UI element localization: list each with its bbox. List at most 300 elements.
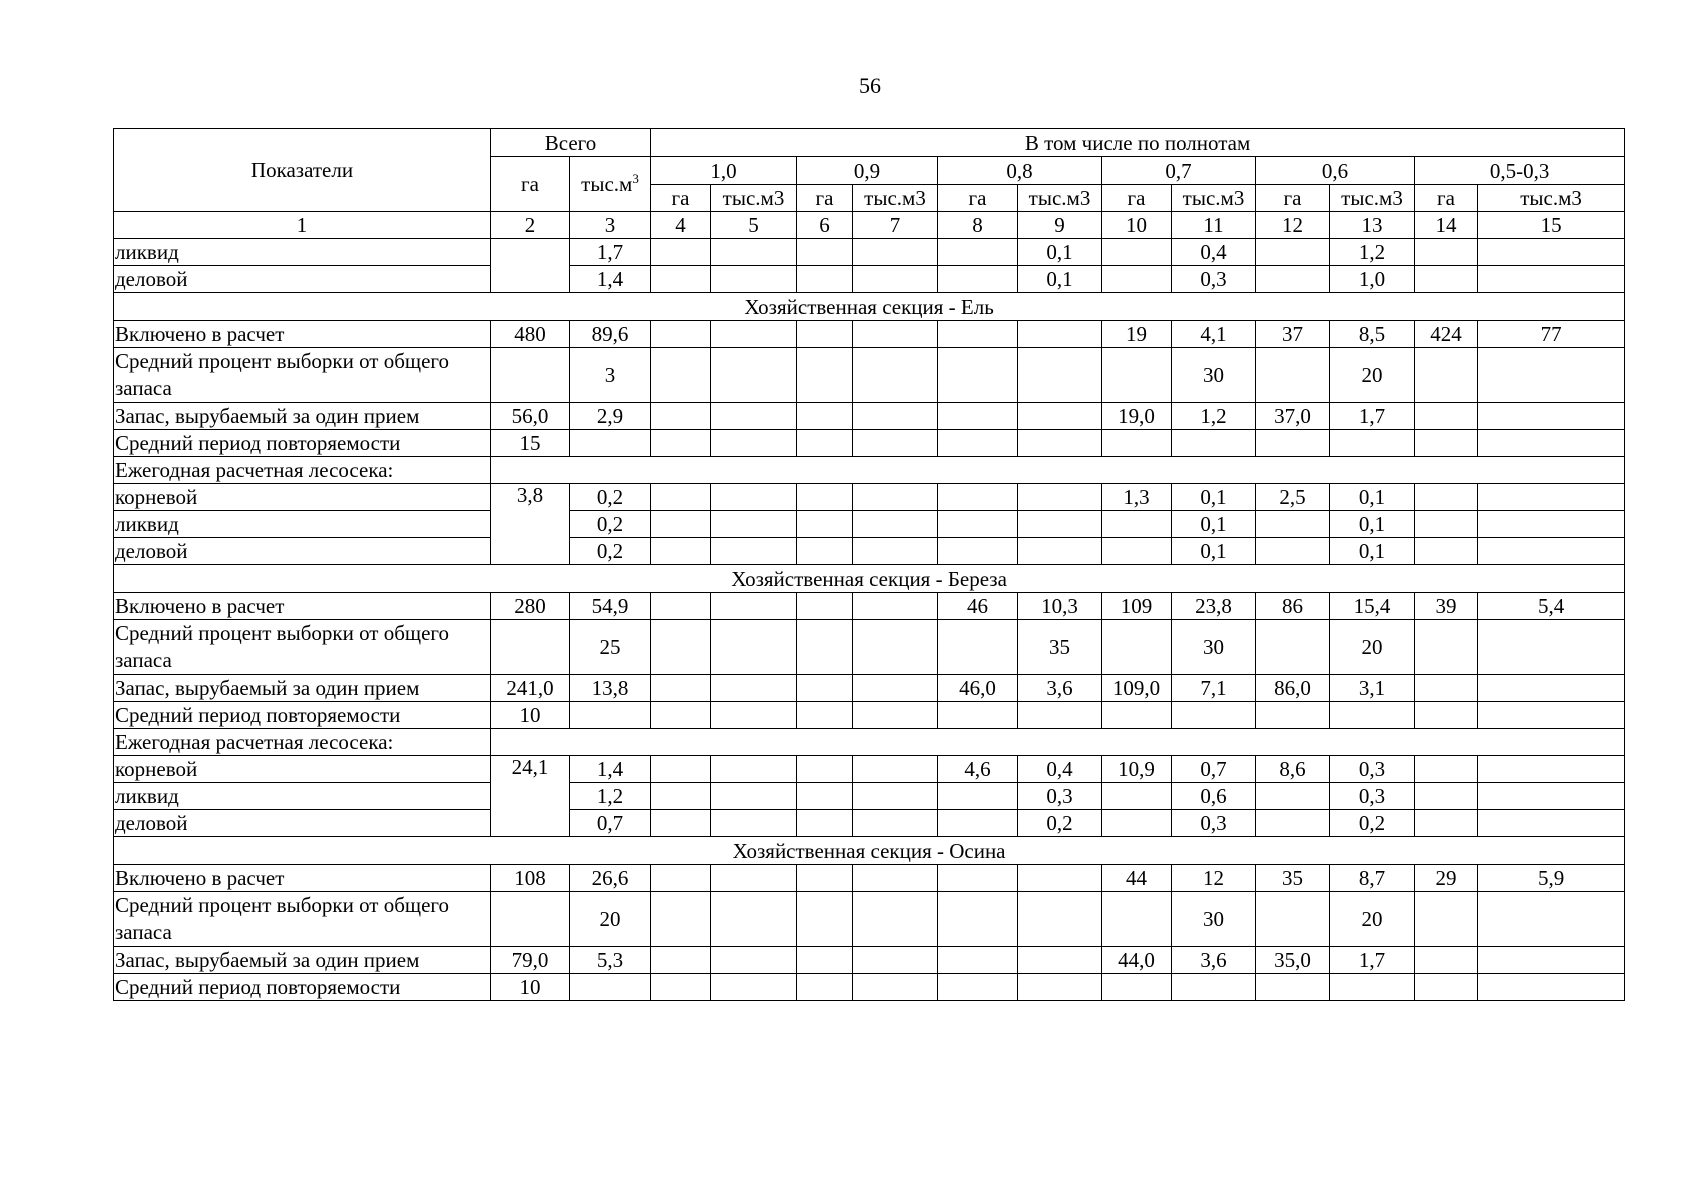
empty-cell xyxy=(797,593,853,620)
header-ha: га xyxy=(1256,185,1330,212)
empty-cell xyxy=(1018,702,1102,729)
empty-cell xyxy=(1478,756,1625,783)
cell: 8,6 xyxy=(1256,756,1330,783)
empty-cell xyxy=(853,756,938,783)
empty-cell xyxy=(853,783,938,810)
cell: 1,0 xyxy=(1330,266,1415,293)
header-by-density: В том числе по полнотам xyxy=(651,129,1625,157)
empty-cell xyxy=(651,865,711,892)
cell: 0,2 xyxy=(1330,810,1415,837)
cell: 46 xyxy=(938,593,1018,620)
empty-cell xyxy=(491,620,570,675)
empty-cell xyxy=(711,511,797,538)
col-number: 4 xyxy=(651,212,711,239)
cell: 37 xyxy=(1256,321,1330,348)
table-row xyxy=(114,756,1625,783)
empty-cell xyxy=(853,947,938,974)
empty-cell xyxy=(651,430,711,457)
cell: 424 xyxy=(1415,321,1478,348)
cell: 0,3 xyxy=(1330,783,1415,810)
cell xyxy=(1018,892,1102,947)
cell xyxy=(1018,947,1102,974)
cell: 79,0 xyxy=(491,947,570,974)
empty-cell xyxy=(651,702,711,729)
row-label: Запас, вырубаемый за один прием xyxy=(114,675,491,702)
row-label: Запас, вырубаемый за один прием xyxy=(114,947,491,974)
empty-cell xyxy=(711,702,797,729)
empty-cell xyxy=(711,892,797,947)
header-ha: га xyxy=(651,185,711,212)
empty-cell xyxy=(711,321,797,348)
empty-cell xyxy=(938,702,1018,729)
empty-cell xyxy=(938,511,1018,538)
col-number: 12 xyxy=(1256,212,1330,239)
col-number: 11 xyxy=(1172,212,1256,239)
empty-cell xyxy=(1102,702,1172,729)
empty-cell xyxy=(1256,348,1330,403)
cell: 109,0 xyxy=(1102,675,1172,702)
empty-cell xyxy=(711,348,797,403)
section-title: Хозяйственная секция - Осина xyxy=(114,837,1625,865)
empty-cell xyxy=(797,620,853,675)
empty-cell xyxy=(570,974,651,1001)
cell: 37,0 xyxy=(1256,403,1330,430)
cell: 20 xyxy=(1330,892,1415,947)
empty-cell xyxy=(797,430,853,457)
cell xyxy=(938,947,1018,974)
header-density-6: 0,5-0,3 xyxy=(1415,157,1625,185)
header-total-ha: га xyxy=(491,157,570,212)
empty-cell xyxy=(1102,810,1172,837)
empty-cell xyxy=(1415,430,1478,457)
cell: 13,8 xyxy=(570,675,651,702)
empty-cell xyxy=(711,620,797,675)
empty-cell xyxy=(1102,430,1172,457)
empty-cell xyxy=(1478,892,1625,947)
empty-cell xyxy=(853,974,938,1001)
section-title: Хозяйственная секция - Ель xyxy=(114,293,1625,321)
header-row-1 xyxy=(114,129,1625,157)
cell: 0,6 xyxy=(1172,783,1256,810)
cell xyxy=(1018,865,1102,892)
cell: 0,3 xyxy=(1018,783,1102,810)
row-label: деловой xyxy=(114,266,491,293)
cell xyxy=(1018,403,1102,430)
cell: 15 xyxy=(491,430,570,457)
empty-cell xyxy=(1415,348,1478,403)
empty-cell xyxy=(711,865,797,892)
empty-cell xyxy=(853,675,938,702)
cell xyxy=(938,484,1018,511)
cell: 19,0 xyxy=(1102,403,1172,430)
empty-cell xyxy=(651,783,711,810)
empty-cell xyxy=(1330,974,1415,1001)
cell: 20 xyxy=(1330,348,1415,403)
table-row xyxy=(114,675,1625,702)
empty-cell xyxy=(797,239,853,266)
empty-cell xyxy=(853,484,938,511)
empty-cell xyxy=(938,892,1018,947)
empty-cell xyxy=(1172,974,1256,1001)
empty-cell xyxy=(853,348,938,403)
cell: 77 xyxy=(1478,321,1625,348)
empty-cell xyxy=(651,756,711,783)
header-density-5: 0,6 xyxy=(1256,157,1415,185)
col-number: 10 xyxy=(1102,212,1172,239)
table-row xyxy=(114,538,1625,565)
empty-cell xyxy=(797,892,853,947)
empty-cell xyxy=(651,348,711,403)
row-label: деловой xyxy=(114,810,491,837)
table-row xyxy=(114,403,1625,430)
empty-cell xyxy=(651,810,711,837)
row-label: Включено в расчет xyxy=(114,865,491,892)
empty-cell xyxy=(938,810,1018,837)
col-number: 3 xyxy=(570,212,651,239)
cell: 10 xyxy=(491,702,570,729)
cell: 1,4 xyxy=(570,756,651,783)
empty-cell xyxy=(853,511,938,538)
empty-cell xyxy=(1415,702,1478,729)
empty-cell xyxy=(651,266,711,293)
col-number: 13 xyxy=(1330,212,1415,239)
empty-cell xyxy=(651,484,711,511)
cell xyxy=(1018,348,1102,403)
empty-cell xyxy=(853,266,938,293)
table-row xyxy=(114,810,1625,837)
row-label: Средний процент выборки от общего запаса xyxy=(114,348,491,403)
row-label: Средний процент выборки от общего запаса xyxy=(114,620,491,675)
empty-cell xyxy=(938,974,1018,1001)
cell: 56,0 xyxy=(491,403,570,430)
row-label: корневой xyxy=(114,756,491,783)
empty-cell xyxy=(797,403,853,430)
cell: 1,2 xyxy=(570,783,651,810)
cell: 0,2 xyxy=(570,511,651,538)
empty-cell xyxy=(1478,239,1625,266)
cell: 15,4 xyxy=(1330,593,1415,620)
empty-cell xyxy=(1415,538,1478,565)
table-row xyxy=(114,947,1625,974)
empty-cell xyxy=(853,403,938,430)
header-ha: га xyxy=(1415,185,1478,212)
empty-cell xyxy=(651,675,711,702)
row-label: Средний процент выборки от общего запаса xyxy=(114,892,491,947)
empty-cell xyxy=(1415,266,1478,293)
cell: 1,3 xyxy=(1102,484,1172,511)
empty-cell xyxy=(651,593,711,620)
empty-cell xyxy=(651,892,711,947)
cell xyxy=(1018,538,1102,565)
empty-cell xyxy=(853,538,938,565)
empty-cell xyxy=(1172,702,1256,729)
cell: 86 xyxy=(1256,593,1330,620)
cell xyxy=(491,457,1625,484)
empty-cell xyxy=(1478,810,1625,837)
header-total-volume xyxy=(570,157,651,212)
cell: 109 xyxy=(1102,593,1172,620)
empty-cell xyxy=(853,321,938,348)
cell: 5,4 xyxy=(1478,593,1625,620)
table-row xyxy=(114,892,1625,947)
empty-cell xyxy=(1415,511,1478,538)
empty-cell xyxy=(1102,239,1172,266)
empty-cell xyxy=(1102,974,1172,1001)
cell: 0,1 xyxy=(1330,511,1415,538)
cell: 30 xyxy=(1172,348,1256,403)
row-label: ликвид xyxy=(114,783,491,810)
row-label: Запас, вырубаемый за один прием xyxy=(114,403,491,430)
empty-cell xyxy=(1415,947,1478,974)
cell: 3,6 xyxy=(1018,675,1102,702)
cell: 2,9 xyxy=(570,403,651,430)
cell xyxy=(491,729,1625,756)
empty-cell xyxy=(938,538,1018,565)
empty-cell xyxy=(1256,538,1330,565)
empty-cell xyxy=(1256,783,1330,810)
cell: 0,4 xyxy=(1172,239,1256,266)
header-volume: тыс.м3 xyxy=(1478,185,1625,212)
table-row xyxy=(114,729,1625,756)
volume-unit: тыс.м xyxy=(581,172,633,196)
cell: 1,7 xyxy=(1330,947,1415,974)
empty-cell xyxy=(711,947,797,974)
empty-cell xyxy=(1478,675,1625,702)
section-title-row xyxy=(114,837,1625,865)
empty-cell xyxy=(651,620,711,675)
empty-cell xyxy=(1478,620,1625,675)
empty-cell xyxy=(711,239,797,266)
empty-cell xyxy=(1256,810,1330,837)
header-volume: тыс.м3 xyxy=(1172,185,1256,212)
col-number: 14 xyxy=(1415,212,1478,239)
empty-cell xyxy=(797,675,853,702)
empty-cell xyxy=(711,538,797,565)
header-total: Всего xyxy=(491,129,651,157)
cell: 24,1 xyxy=(491,756,570,837)
cell: 3,8 xyxy=(491,484,570,565)
empty-cell xyxy=(1256,702,1330,729)
empty-cell xyxy=(853,892,938,947)
empty-cell xyxy=(1102,783,1172,810)
cell: 35 xyxy=(1018,620,1102,675)
empty-cell xyxy=(1478,511,1625,538)
cell: 0,1 xyxy=(1172,538,1256,565)
cell: 4,6 xyxy=(938,756,1018,783)
col-number: 1 xyxy=(114,212,491,239)
cell: 7,1 xyxy=(1172,675,1256,702)
cell: 19 xyxy=(1102,321,1172,348)
empty-cell xyxy=(797,348,853,403)
empty-cell xyxy=(797,756,853,783)
empty-cell xyxy=(1478,403,1625,430)
empty-cell xyxy=(1102,538,1172,565)
cell: 3 xyxy=(570,348,651,403)
empty-cell xyxy=(853,702,938,729)
table-row xyxy=(114,974,1625,1001)
cell xyxy=(491,239,570,293)
cell: 46,0 xyxy=(938,675,1018,702)
cell: 3,6 xyxy=(1172,947,1256,974)
table-row xyxy=(114,511,1625,538)
empty-cell xyxy=(711,756,797,783)
header-ha: га xyxy=(1102,185,1172,212)
row-label: Средний период повторяемости xyxy=(114,430,491,457)
col-number: 6 xyxy=(797,212,853,239)
header-volume: тыс.м3 xyxy=(711,185,797,212)
cell: 4,1 xyxy=(1172,321,1256,348)
empty-cell xyxy=(797,947,853,974)
cell xyxy=(1018,321,1102,348)
empty-cell xyxy=(1330,430,1415,457)
empty-cell xyxy=(938,430,1018,457)
empty-cell xyxy=(1256,239,1330,266)
empty-cell xyxy=(1478,783,1625,810)
cell: 10,3 xyxy=(1018,593,1102,620)
cell: 480 xyxy=(491,321,570,348)
cell: 1,2 xyxy=(1330,239,1415,266)
col-number: 15 xyxy=(1478,212,1625,239)
cell: 89,6 xyxy=(570,321,651,348)
cell: 0,3 xyxy=(1330,756,1415,783)
empty-cell xyxy=(1415,810,1478,837)
empty-cell xyxy=(1256,620,1330,675)
empty-cell xyxy=(1415,756,1478,783)
table-row xyxy=(114,593,1625,620)
cell: 54,9 xyxy=(570,593,651,620)
empty-cell xyxy=(570,702,651,729)
cell: 0,3 xyxy=(1172,810,1256,837)
table-row xyxy=(114,430,1625,457)
header-volume: тыс.м3 xyxy=(1330,185,1415,212)
empty-cell xyxy=(1478,430,1625,457)
cell: 86,0 xyxy=(1256,675,1330,702)
cell: 1,7 xyxy=(1330,403,1415,430)
col-number: 7 xyxy=(853,212,938,239)
table-row xyxy=(114,484,1625,511)
cell: 0,1 xyxy=(1172,511,1256,538)
cell: 23,8 xyxy=(1172,593,1256,620)
page-number: 56 xyxy=(859,73,881,98)
table-row xyxy=(114,865,1625,892)
empty-cell xyxy=(853,620,938,675)
row-label: Включено в расчет xyxy=(114,593,491,620)
cell: 280 xyxy=(491,593,570,620)
empty-cell xyxy=(797,484,853,511)
cell: 0,1 xyxy=(1018,239,1102,266)
empty-cell xyxy=(1415,620,1478,675)
cell: 26,6 xyxy=(570,865,651,892)
header-volume: тыс.м3 xyxy=(853,185,938,212)
header-indicators: Показатели xyxy=(114,129,491,212)
col-number: 8 xyxy=(938,212,1018,239)
empty-cell xyxy=(1102,892,1172,947)
empty-cell xyxy=(1018,974,1102,1001)
cell xyxy=(938,403,1018,430)
row-label: Ежегодная расчетная лесосека: xyxy=(114,729,491,756)
cell: 0,1 xyxy=(1172,484,1256,511)
empty-cell xyxy=(1102,620,1172,675)
empty-cell xyxy=(1478,702,1625,729)
cell: 5,3 xyxy=(570,947,651,974)
column-numbers-row xyxy=(114,212,1625,239)
header-density-1: 1,0 xyxy=(651,157,797,185)
empty-cell xyxy=(938,620,1018,675)
empty-cell xyxy=(797,974,853,1001)
cell xyxy=(1018,511,1102,538)
empty-cell xyxy=(797,538,853,565)
empty-cell xyxy=(853,593,938,620)
empty-cell xyxy=(1018,430,1102,457)
table-row xyxy=(114,702,1625,729)
header-volume: тыс.м3 xyxy=(1018,185,1102,212)
empty-cell xyxy=(797,702,853,729)
row-label: Средний период повторяемости xyxy=(114,702,491,729)
cell: 35,0 xyxy=(1256,947,1330,974)
cell: 29 xyxy=(1415,865,1478,892)
header-density-4: 0,7 xyxy=(1102,157,1256,185)
header-ha: га xyxy=(938,185,1018,212)
cell: 2,5 xyxy=(1256,484,1330,511)
empty-cell xyxy=(1172,430,1256,457)
row-label: ликвид xyxy=(114,511,491,538)
empty-cell xyxy=(1102,348,1172,403)
empty-cell xyxy=(797,321,853,348)
volume-unit-sup: 3 xyxy=(632,171,639,186)
cell xyxy=(938,865,1018,892)
table-row xyxy=(114,348,1625,403)
empty-cell xyxy=(491,348,570,403)
table-row xyxy=(114,620,1625,675)
table-row xyxy=(114,783,1625,810)
empty-cell xyxy=(797,810,853,837)
cell: 0,1 xyxy=(1330,484,1415,511)
cell: 30 xyxy=(1172,620,1256,675)
empty-cell xyxy=(1415,892,1478,947)
cell: 0,2 xyxy=(570,484,651,511)
empty-cell xyxy=(1478,484,1625,511)
cell: 30 xyxy=(1172,892,1256,947)
cell: 108 xyxy=(491,865,570,892)
cell: 0,7 xyxy=(570,810,651,837)
empty-cell xyxy=(1256,430,1330,457)
empty-cell xyxy=(711,783,797,810)
empty-cell xyxy=(938,783,1018,810)
cell xyxy=(938,321,1018,348)
empty-cell xyxy=(1256,892,1330,947)
empty-cell xyxy=(853,810,938,837)
cell: 1,2 xyxy=(1172,403,1256,430)
empty-cell xyxy=(1478,947,1625,974)
col-number: 2 xyxy=(491,212,570,239)
empty-cell xyxy=(1256,974,1330,1001)
empty-cell xyxy=(853,239,938,266)
empty-cell xyxy=(1102,266,1172,293)
cell: 1,4 xyxy=(570,266,651,293)
table-row xyxy=(114,321,1625,348)
empty-cell xyxy=(1478,348,1625,403)
cell: 0,1 xyxy=(1018,266,1102,293)
empty-cell xyxy=(1415,239,1478,266)
empty-cell xyxy=(651,947,711,974)
header-density-3: 0,8 xyxy=(938,157,1102,185)
empty-cell xyxy=(938,348,1018,403)
row-label: деловой xyxy=(114,538,491,565)
empty-cell xyxy=(711,675,797,702)
cell: 35 xyxy=(1256,865,1330,892)
cell: 0,2 xyxy=(570,538,651,565)
cell: 44,0 xyxy=(1102,947,1172,974)
